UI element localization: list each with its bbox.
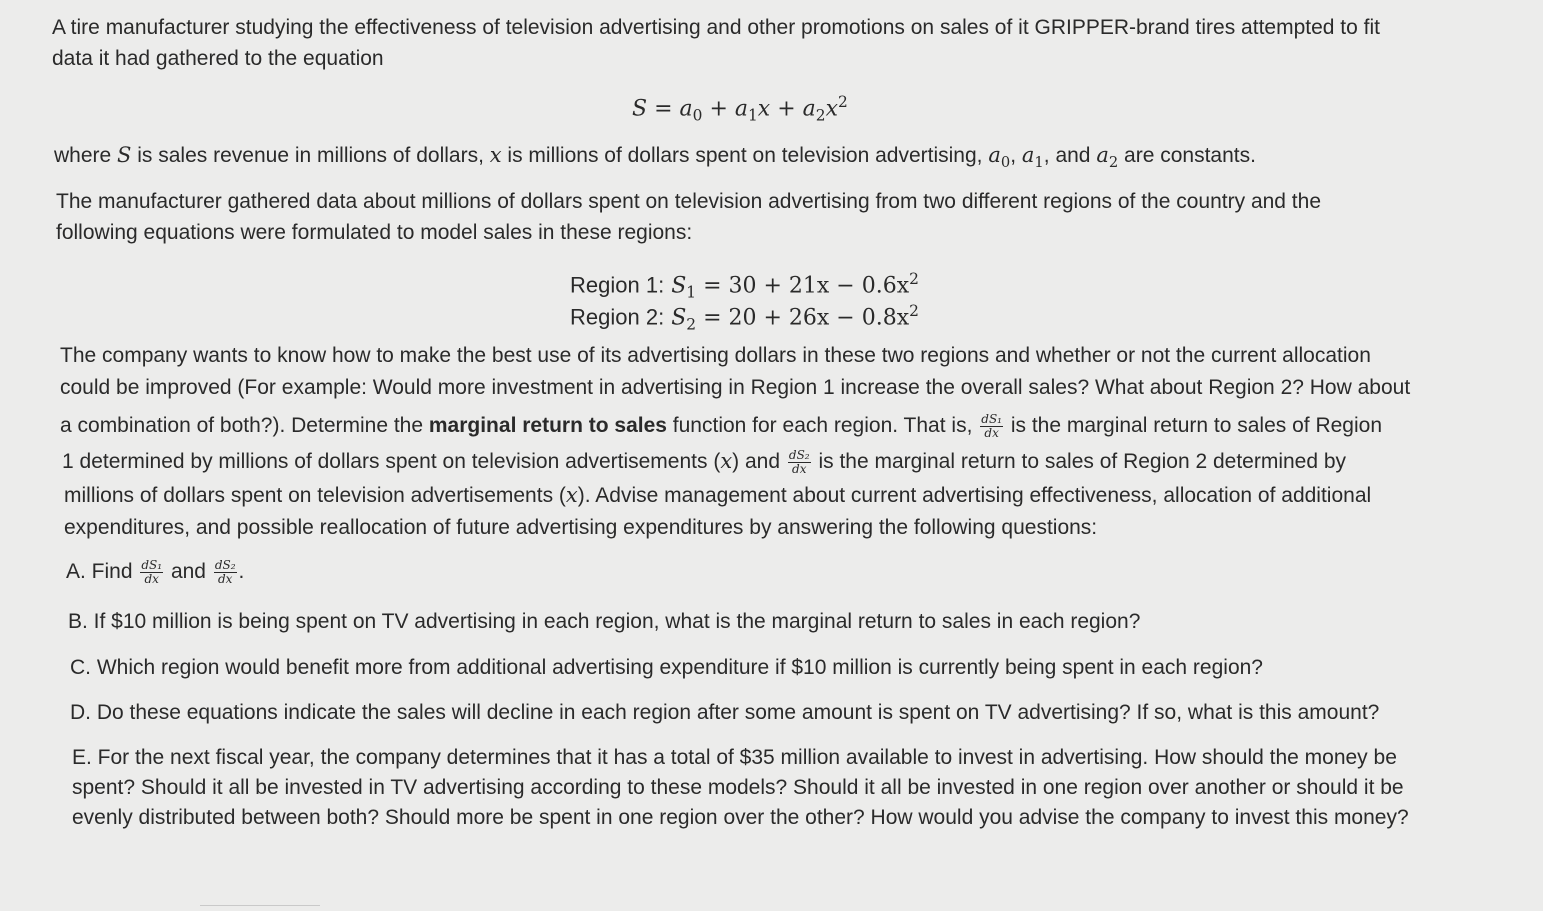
company-paragraph-line-1: The company wants to know how to make the best use of its advertising dollars in these two regions and whether or not the current allocation (60, 344, 1371, 367)
question-b: B. If $10 million is being spent on TV advertising in each region, what is the marginal return to sales in each region? (68, 610, 1141, 633)
where-line: where S is sales revenue in millions of dollars, x is millions of dollars spent on television advertising, $a_0$, $a_1$, and $a_2$ are constants. (54, 143, 1256, 172)
question-c: C. Which region would benefit more from additional advertising expenditure if $10 million is currently being spent in each region? (70, 656, 1263, 679)
region-1-equation: Region 1: $S_1 = 30 + 21x - 0.6x^2$ (570, 270, 919, 302)
data-paragraph-line-1: The manufacturer gathered data about millions of dollars spent on television advertising from two different regions of the country and the (56, 190, 1322, 213)
company-paragraph-line-5: millions of dollars spent on television advertisements (x). Advise management about current advertising effectiveness, allocation of additional (64, 483, 1372, 507)
main-equation: $S = a_0 + a_1x + a_2x^2$ (632, 93, 848, 125)
fraction-dS2-dx: $\frac{\text{dS₂}}{dx}$ (788, 448, 810, 476)
fraction-dS2-dx-question: $\frac{\text{dS₂}}{dx}$ (214, 558, 236, 586)
question-e-line-2: spent? Should it all be invested in TV advertising according to these models? Should it all be invested in one region over another or should it be (72, 776, 1404, 799)
company-paragraph-line-3: a combination of both?). Determine the marginal return to sales function for each region. That is, $\frac{\text{dS₁}}{dx}$ is the marginal return to sales of Region (60, 412, 1383, 440)
divider (200, 905, 320, 906)
question-e-line-3: evenly distributed between both? Should more be spent in one region over the other? How would you advise the company to invest this money? (72, 806, 1409, 829)
question-a: A. Find $\frac{\text{dS₁}}{dx}$ and $\frac{\text{dS₂}}{dx}$ . (66, 558, 245, 586)
company-paragraph-line-4: 1 determined by millions of dollars spent on television advertisements (x) and $\frac{\text{dS₂}}{dx}$ is the marginal return to sales of Region 2 determined by (62, 448, 1347, 476)
intro-line-1: A tire manufacturer studying the effectiveness of television advertising and other promotions on sales of it GRIPPER-brand tires attempted to fit (52, 16, 1380, 39)
company-paragraph-line-6: expenditures, and possible reallocation of future advertising expenditures by answering the following questions: (64, 516, 1098, 539)
data-paragraph-line-2: following equations were formulated to model sales in these regions: (56, 221, 693, 244)
company-paragraph-line-2: could be improved (For example: Would more investment in advertising in Region 1 increase the overall sales? What about Region 2? How about (60, 376, 1411, 399)
region-2-equation: Region 2: $S_2 = 20 + 26x - 0.8x^2$ (570, 302, 919, 334)
fraction-dS1-dx-question: $\frac{\text{dS₁}}{dx}$ (141, 558, 163, 586)
intro-line-2: data it had gathered to the equation (52, 47, 384, 70)
question-d: D. Do these equations indicate the sales will decline in each region after some amount is spent on TV advertising? If so, what is this amount? (70, 701, 1380, 724)
question-e-line-1: E. For the next fiscal year, the company determines that it has a total of $35 million available to invest in advertising. How should the money be (72, 746, 1397, 769)
fraction-dS1-dx: $\frac{\text{dS₁}}{dx}$ (981, 412, 1002, 440)
